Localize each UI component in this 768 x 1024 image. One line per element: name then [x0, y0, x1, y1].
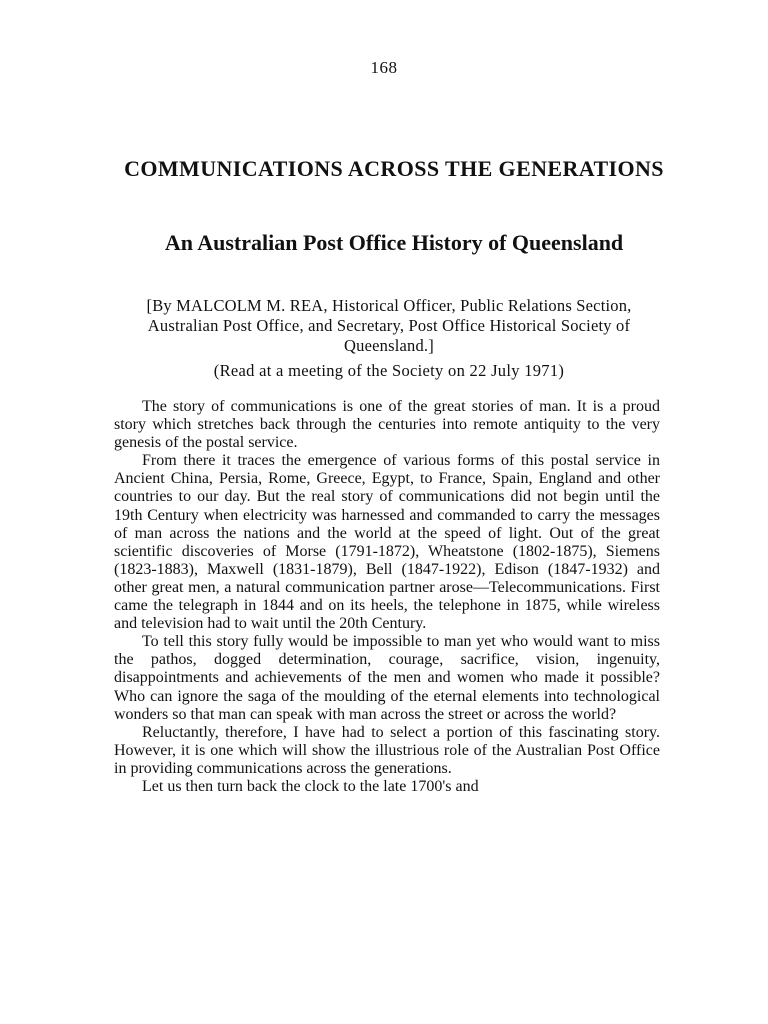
body-paragraph: From there it traces the emergence of various forms of this postal service in Ancient China, Persia, Rome, Greece, Egypt, to France, Spain, England and other countries to our day. But the real story of communications did not begin until the 19th Century when electricity was harnessed and commanded to carry the messages of man across the nations and the world at the speed of light. Out of the great scientific discoveries of Morse (1791-1872), Wheatstone (1802-1875), Siemens (1823-1883), Maxwell (1831-1879), Bell (1847-1922), Edison (1847-1932) and other great men, a natural communication partner arose—Telecommunications. First came the telegraph in 1844 and on its heels, the telephone in 1875, while wireless and television had to wait until the 20th Century. — [114, 452, 660, 633]
body-paragraph: To tell this story fully would be impossible to man yet who would want to miss the pathos, dogged determination, courage, sacrifice, vision, ingenuity, disappointments and achievements of the men and women who made it possible? Who can ignore the saga of the moulding of the eternal elements into technological wonders so that man can speak with man across the street or across the world? — [114, 633, 660, 723]
body-paragraph: Let us then turn back the clock to the late 1700's and — [142, 777, 479, 795]
body-paragraph: Reluctantly, therefore, I have had to select a portion of this fascinating story. However, it is one which will show the illustrious role of the Australian Post Office in providing communications across the generations. — [114, 723, 660, 777]
article-subtitle: An Australian Post Office History of Queensland — [164, 230, 624, 255]
body-paragraph: The story of communications is one of the great stories of man. It is a proud story which stretches back through the centuries into remote antiquity to the very genesis of the postal service. — [114, 398, 660, 452]
article-title: COMMUNICATIONS ACROSS THE GENERATIONS — [124, 156, 664, 181]
page-number: 168 — [370, 58, 398, 77]
read-note: (Read at a meeting of the Society on 22 July 1971) — [213, 361, 565, 380]
author-byline: [By MALCOLM M. REA, Historical Officer, Public Relations Section, Australian Post Office, and Secretary, Post Office Historical Society of Queensland.] — [146, 296, 632, 355]
article-body — [114, 398, 660, 796]
